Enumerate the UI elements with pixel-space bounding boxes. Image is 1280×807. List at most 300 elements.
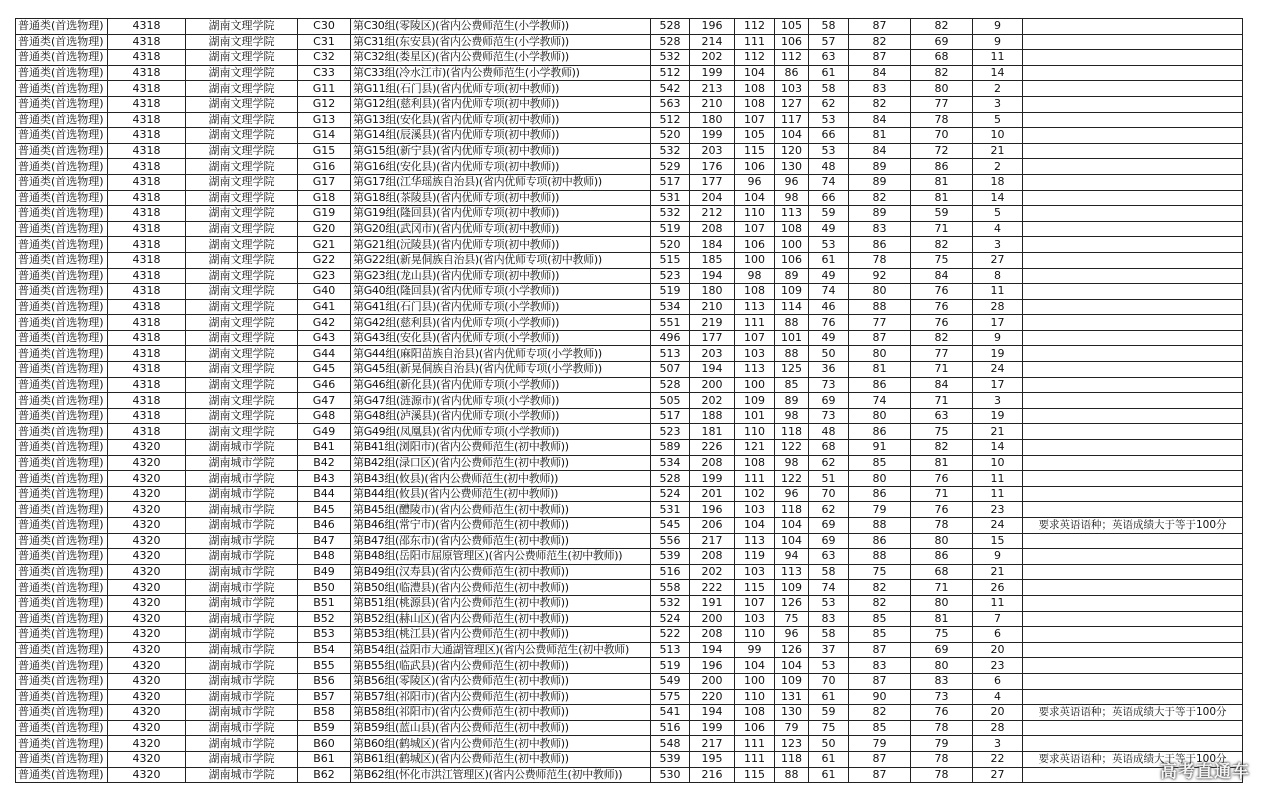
cell-score-d: 89 <box>849 174 911 190</box>
cell-score-a: 113 <box>735 299 775 315</box>
cell-total: 528 <box>651 34 690 50</box>
cell-score-c: 63 <box>809 50 849 66</box>
cell-code: 4318 <box>108 50 186 66</box>
cell-score-e: 71 <box>911 486 973 502</box>
cell-score-e: 81 <box>911 190 973 206</box>
cell-chinese-math: 200 <box>690 611 735 627</box>
cell-code: 4320 <box>108 564 186 580</box>
cell-score-a: 96 <box>735 174 775 190</box>
cell-group-name: 第B50组(临澧县)(省内公费师范生(初中教师)) <box>351 580 651 596</box>
cell-school: 湖南文理学院 <box>186 284 298 300</box>
cell-code: 4318 <box>108 424 186 440</box>
cell-score-e: 78 <box>911 518 973 534</box>
cell-score-c: 61 <box>809 689 849 705</box>
table-row <box>16 518 1243 534</box>
cell-rank: 20 <box>973 705 1023 721</box>
cell-score-c: 69 <box>809 533 849 549</box>
cell-score-e: 76 <box>911 299 973 315</box>
cell-note <box>1023 128 1243 144</box>
cell-category: 普通类(首选物理) <box>16 486 108 502</box>
cell-category: 普通类(首选物理) <box>16 518 108 534</box>
cell-rank: 9 <box>973 34 1023 50</box>
cell-total: 558 <box>651 580 690 596</box>
cell-group-name: 第C32组(娄星区)(省内公费师范生(小学教师)) <box>351 50 651 66</box>
cell-score-b: 118 <box>775 424 809 440</box>
cell-category: 普通类(首选物理) <box>16 424 108 440</box>
cell-code: 4320 <box>108 518 186 534</box>
cell-score-a: 115 <box>735 143 775 159</box>
cell-total: 512 <box>651 65 690 81</box>
cell-chinese-math: 180 <box>690 284 735 300</box>
cell-score-a: 104 <box>735 658 775 674</box>
cell-score-a: 103 <box>735 564 775 580</box>
cell-school: 湖南文理学院 <box>186 159 298 175</box>
cell-score-a: 110 <box>735 689 775 705</box>
cell-rank: 3 <box>973 736 1023 752</box>
cell-chinese-math: 203 <box>690 346 735 362</box>
cell-note <box>1023 564 1243 580</box>
cell-score-e: 76 <box>911 284 973 300</box>
cell-school: 湖南文理学院 <box>186 424 298 440</box>
table-row <box>16 377 1243 393</box>
cell-score-d: 89 <box>849 159 911 175</box>
cell-note <box>1023 736 1243 752</box>
cell-rank: 4 <box>973 221 1023 237</box>
cell-total: 589 <box>651 440 690 456</box>
cell-score-a: 106 <box>735 159 775 175</box>
cell-score-c: 75 <box>809 720 849 736</box>
cell-chinese-math: 191 <box>690 595 735 611</box>
cell-score-c: 76 <box>809 315 849 331</box>
cell-note <box>1023 455 1243 471</box>
cell-group: C33 <box>298 65 351 81</box>
cell-note: 要求英语语种；英语成绩大于等于100分 <box>1023 705 1243 721</box>
cell-group-name: 第B60组(鹤城区)(省内公费师范生(初中教师)) <box>351 736 651 752</box>
cell-chinese-math: 188 <box>690 408 735 424</box>
cell-rank: 9 <box>973 549 1023 565</box>
cell-school: 湖南文理学院 <box>186 19 298 35</box>
cell-chinese-math: 210 <box>690 299 735 315</box>
cell-score-d: 87 <box>849 19 911 35</box>
cell-code: 4320 <box>108 440 186 456</box>
cell-note <box>1023 611 1243 627</box>
cell-total: 516 <box>651 564 690 580</box>
cell-score-e: 78 <box>911 112 973 128</box>
table-row <box>16 533 1243 549</box>
cell-group: G13 <box>298 112 351 128</box>
cell-chinese-math: 180 <box>690 112 735 128</box>
cell-score-a: 106 <box>735 237 775 253</box>
cell-rank: 2 <box>973 81 1023 97</box>
cell-score-b: 88 <box>775 315 809 331</box>
cell-category: 普通类(首选物理) <box>16 751 108 767</box>
cell-chinese-math: 219 <box>690 315 735 331</box>
cell-category: 普通类(首选物理) <box>16 81 108 97</box>
cell-score-e: 73 <box>911 689 973 705</box>
cell-group-name: 第G42组(慈利县)(省内优师专项(小学教师)) <box>351 315 651 331</box>
cell-score-e: 70 <box>911 128 973 144</box>
cell-score-a: 103 <box>735 346 775 362</box>
cell-group-name: 第G15组(新宁县)(省内优师专项(初中教师)) <box>351 143 651 159</box>
cell-score-a: 107 <box>735 330 775 346</box>
cell-rank: 18 <box>973 174 1023 190</box>
cell-score-c: 46 <box>809 299 849 315</box>
cell-score-b: 101 <box>775 330 809 346</box>
cell-note <box>1023 689 1243 705</box>
cell-rank: 26 <box>973 580 1023 596</box>
cell-score-a: 110 <box>735 627 775 643</box>
cell-total: 534 <box>651 299 690 315</box>
cell-rank: 24 <box>973 518 1023 534</box>
cell-score-a: 121 <box>735 440 775 456</box>
cell-score-e: 80 <box>911 658 973 674</box>
cell-score-e: 69 <box>911 642 973 658</box>
cell-score-b: 113 <box>775 206 809 222</box>
cell-group: B58 <box>298 705 351 721</box>
table-row <box>16 96 1243 112</box>
cell-score-b: 96 <box>775 627 809 643</box>
admission-score-table <box>15 18 1243 783</box>
cell-note <box>1023 720 1243 736</box>
cell-score-e: 81 <box>911 455 973 471</box>
cell-score-e: 81 <box>911 611 973 627</box>
cell-category: 普通类(首选物理) <box>16 34 108 50</box>
cell-score-c: 37 <box>809 642 849 658</box>
cell-category: 普通类(首选物理) <box>16 221 108 237</box>
cell-score-c: 50 <box>809 346 849 362</box>
cell-score-e: 76 <box>911 315 973 331</box>
cell-note <box>1023 19 1243 35</box>
cell-score-a: 113 <box>735 362 775 378</box>
cell-score-e: 68 <box>911 564 973 580</box>
cell-note <box>1023 190 1243 206</box>
cell-code: 4318 <box>108 284 186 300</box>
cell-school: 湖南城市学院 <box>186 611 298 627</box>
cell-category: 普通类(首选物理) <box>16 611 108 627</box>
table-row <box>16 330 1243 346</box>
cell-score-e: 69 <box>911 34 973 50</box>
cell-total: 516 <box>651 720 690 736</box>
cell-school: 湖南城市学院 <box>186 705 298 721</box>
cell-code: 4320 <box>108 642 186 658</box>
cell-group: B61 <box>298 751 351 767</box>
cell-chinese-math: 217 <box>690 736 735 752</box>
cell-total: 532 <box>651 595 690 611</box>
cell-score-e: 76 <box>911 705 973 721</box>
cell-group-name: 第B53组(桃江县)(省内公费师范生(初中教师)) <box>351 627 651 643</box>
cell-school: 湖南城市学院 <box>186 658 298 674</box>
cell-score-a: 115 <box>735 580 775 596</box>
cell-category: 普通类(首选物理) <box>16 377 108 393</box>
cell-rank: 23 <box>973 658 1023 674</box>
cell-total: 513 <box>651 642 690 658</box>
cell-score-b: 108 <box>775 221 809 237</box>
cell-school: 湖南文理学院 <box>186 143 298 159</box>
cell-score-d: 87 <box>849 673 911 689</box>
cell-score-c: 61 <box>809 65 849 81</box>
cell-note <box>1023 34 1243 50</box>
cell-category: 普通类(首选物理) <box>16 174 108 190</box>
cell-total: 519 <box>651 221 690 237</box>
cell-group-name: 第G47组(涟源市)(省内优师专项(小学教师)) <box>351 393 651 409</box>
cell-chinese-math: 200 <box>690 673 735 689</box>
cell-note <box>1023 159 1243 175</box>
cell-school: 湖南文理学院 <box>186 65 298 81</box>
cell-school: 湖南城市学院 <box>186 689 298 705</box>
table-row <box>16 268 1243 284</box>
table-row <box>16 564 1243 580</box>
cell-score-d: 87 <box>849 642 911 658</box>
cell-school: 湖南文理学院 <box>186 190 298 206</box>
cell-code: 4318 <box>108 362 186 378</box>
cell-score-b: 118 <box>775 751 809 767</box>
cell-group: C32 <box>298 50 351 66</box>
cell-total: 519 <box>651 658 690 674</box>
cell-score-a: 107 <box>735 595 775 611</box>
cell-total: 520 <box>651 237 690 253</box>
cell-code: 4318 <box>108 143 186 159</box>
cell-code: 4318 <box>108 299 186 315</box>
cell-total: 528 <box>651 377 690 393</box>
cell-code: 4318 <box>108 221 186 237</box>
cell-score-b: 104 <box>775 518 809 534</box>
cell-score-a: 112 <box>735 50 775 66</box>
cell-score-b: 125 <box>775 362 809 378</box>
cell-rank: 3 <box>973 393 1023 409</box>
cell-chinese-math: 196 <box>690 19 735 35</box>
cell-score-a: 104 <box>735 65 775 81</box>
cell-chinese-math: 202 <box>690 393 735 409</box>
cell-total: 548 <box>651 736 690 752</box>
cell-group-name: 第G17组(江华瑶族自治县)(省内优师专项(初中教师)) <box>351 174 651 190</box>
cell-note: 要求英语语种；英语成绩大于等于100分 <box>1023 751 1243 767</box>
cell-score-b: 85 <box>775 377 809 393</box>
cell-chinese-math: 206 <box>690 518 735 534</box>
table-row <box>16 252 1243 268</box>
table-body <box>16 19 1243 783</box>
cell-score-b: 89 <box>775 268 809 284</box>
cell-score-d: 86 <box>849 377 911 393</box>
cell-note <box>1023 549 1243 565</box>
cell-chinese-math: 220 <box>690 689 735 705</box>
cell-group: B46 <box>298 518 351 534</box>
cell-note <box>1023 174 1243 190</box>
cell-school: 湖南文理学院 <box>186 408 298 424</box>
cell-score-e: 86 <box>911 159 973 175</box>
cell-score-b: 103 <box>775 81 809 97</box>
cell-code: 4318 <box>108 330 186 346</box>
cell-rank: 14 <box>973 190 1023 206</box>
cell-score-a: 109 <box>735 393 775 409</box>
cell-group-name: 第B61组(鹤城区)(省内公费师范生(初中教师)) <box>351 751 651 767</box>
cell-group: G11 <box>298 81 351 97</box>
cell-score-e: 78 <box>911 751 973 767</box>
cell-group-name: 第G23组(龙山县)(省内优师专项(初中教师)) <box>351 268 651 284</box>
cell-group: G17 <box>298 174 351 190</box>
cell-category: 普通类(首选物理) <box>16 658 108 674</box>
cell-score-d: 86 <box>849 486 911 502</box>
cell-score-d: 85 <box>849 627 911 643</box>
cell-group-name: 第B49组(汉寿县)(省内公费师范生(初中教师)) <box>351 564 651 580</box>
cell-chinese-math: 212 <box>690 206 735 222</box>
cell-note <box>1023 471 1243 487</box>
cell-rank: 23 <box>973 502 1023 518</box>
cell-school: 湖南文理学院 <box>186 237 298 253</box>
table-row <box>16 408 1243 424</box>
cell-category: 普通类(首选物理) <box>16 408 108 424</box>
table-row <box>16 143 1243 159</box>
cell-code: 4320 <box>108 455 186 471</box>
cell-group-name: 第B46组(常宁市)(省内公费师范生(初中教师)) <box>351 518 651 534</box>
cell-score-d: 75 <box>849 564 911 580</box>
cell-score-b: 86 <box>775 65 809 81</box>
cell-total: 531 <box>651 190 690 206</box>
cell-note <box>1023 96 1243 112</box>
cell-group-name: 第B57组(祁阳市)(省内公费师范生(初中教师)) <box>351 689 651 705</box>
cell-score-b: 112 <box>775 50 809 66</box>
table-row <box>16 362 1243 378</box>
cell-category: 普通类(首选物理) <box>16 237 108 253</box>
cell-code: 4318 <box>108 268 186 284</box>
cell-score-d: 83 <box>849 658 911 674</box>
cell-school: 湖南文理学院 <box>186 112 298 128</box>
cell-score-a: 108 <box>735 284 775 300</box>
cell-group: G20 <box>298 221 351 237</box>
table-row <box>16 346 1243 362</box>
cell-score-a: 119 <box>735 549 775 565</box>
cell-group: G41 <box>298 299 351 315</box>
cell-score-d: 80 <box>849 284 911 300</box>
cell-score-a: 111 <box>735 751 775 767</box>
cell-category: 普通类(首选物理) <box>16 455 108 471</box>
cell-category: 普通类(首选物理) <box>16 673 108 689</box>
cell-rank: 4 <box>973 689 1023 705</box>
cell-code: 4318 <box>108 408 186 424</box>
cell-score-e: 82 <box>911 440 973 456</box>
cell-code: 4318 <box>108 34 186 50</box>
cell-code: 4320 <box>108 627 186 643</box>
cell-score-e: 75 <box>911 627 973 643</box>
cell-school: 湖南城市学院 <box>186 736 298 752</box>
cell-score-e: 84 <box>911 268 973 284</box>
cell-group-name: 第G41组(石门县)(省内优师专项(小学教师)) <box>351 299 651 315</box>
cell-group: B59 <box>298 720 351 736</box>
cell-rank: 27 <box>973 767 1023 783</box>
cell-score-e: 77 <box>911 96 973 112</box>
cell-score-d: 84 <box>849 112 911 128</box>
cell-score-c: 70 <box>809 673 849 689</box>
cell-score-c: 59 <box>809 206 849 222</box>
table-row <box>16 159 1243 175</box>
cell-score-c: 83 <box>809 611 849 627</box>
cell-group: B57 <box>298 689 351 705</box>
cell-group-name: 第B55组(临武县)(省内公费师范生(初中教师)) <box>351 658 651 674</box>
cell-score-e: 78 <box>911 720 973 736</box>
cell-score-d: 83 <box>849 221 911 237</box>
cell-score-e: 77 <box>911 346 973 362</box>
cell-chinese-math: 199 <box>690 720 735 736</box>
cell-school: 湖南城市学院 <box>186 642 298 658</box>
cell-category: 普通类(首选物理) <box>16 346 108 362</box>
cell-code: 4320 <box>108 549 186 565</box>
table-row <box>16 128 1243 144</box>
cell-score-c: 66 <box>809 190 849 206</box>
cell-rank: 11 <box>973 284 1023 300</box>
cell-score-d: 74 <box>849 393 911 409</box>
cell-rank: 17 <box>973 315 1023 331</box>
cell-rank: 3 <box>973 237 1023 253</box>
cell-note <box>1023 377 1243 393</box>
cell-rank: 3 <box>973 96 1023 112</box>
cell-note <box>1023 81 1243 97</box>
cell-group-name: 第G13组(安化县)(省内优师专项(初中教师)) <box>351 112 651 128</box>
cell-rank: 9 <box>973 330 1023 346</box>
cell-score-d: 83 <box>849 81 911 97</box>
cell-score-a: 107 <box>735 221 775 237</box>
cell-school: 湖南城市学院 <box>186 533 298 549</box>
cell-score-e: 84 <box>911 377 973 393</box>
cell-rank: 27 <box>973 252 1023 268</box>
table-row <box>16 658 1243 674</box>
cell-group-name: 第G20组(武冈市)(省内优师专项(初中教师)) <box>351 221 651 237</box>
cell-score-c: 61 <box>809 767 849 783</box>
cell-code: 4320 <box>108 736 186 752</box>
cell-score-e: 78 <box>911 767 973 783</box>
cell-score-d: 85 <box>849 455 911 471</box>
cell-score-c: 74 <box>809 284 849 300</box>
cell-note <box>1023 284 1243 300</box>
cell-score-c: 53 <box>809 595 849 611</box>
cell-chinese-math: 185 <box>690 252 735 268</box>
cell-score-a: 103 <box>735 611 775 627</box>
table-row <box>16 767 1243 783</box>
cell-chinese-math: 196 <box>690 658 735 674</box>
cell-rank: 11 <box>973 486 1023 502</box>
cell-group-name: 第B47组(邵东市)(省内公费师范生(初中教师)) <box>351 533 651 549</box>
cell-group-name: 第G48组(泸溪县)(省内优师专项(小学教师)) <box>351 408 651 424</box>
table-row <box>16 627 1243 643</box>
cell-note <box>1023 50 1243 66</box>
cell-chinese-math: 199 <box>690 471 735 487</box>
cell-note <box>1023 533 1243 549</box>
cell-score-e: 82 <box>911 65 973 81</box>
cell-school: 湖南文理学院 <box>186 221 298 237</box>
cell-group-name: 第C30组(零陵区)(省内公费师范生(小学教师)) <box>351 19 651 35</box>
table-row <box>16 284 1243 300</box>
table-row <box>16 299 1243 315</box>
cell-score-d: 88 <box>849 299 911 315</box>
cell-total: 539 <box>651 549 690 565</box>
cell-group: G47 <box>298 393 351 409</box>
cell-code: 4318 <box>108 81 186 97</box>
cell-note <box>1023 642 1243 658</box>
cell-category: 普通类(首选物理) <box>16 471 108 487</box>
table-row <box>16 237 1243 253</box>
cell-score-d: 80 <box>849 346 911 362</box>
cell-score-c: 58 <box>809 627 849 643</box>
cell-score-c: 36 <box>809 362 849 378</box>
cell-chinese-math: 226 <box>690 440 735 456</box>
cell-school: 湖南文理学院 <box>186 315 298 331</box>
cell-note <box>1023 237 1243 253</box>
cell-rank: 21 <box>973 424 1023 440</box>
cell-note <box>1023 673 1243 689</box>
cell-score-e: 63 <box>911 408 973 424</box>
cell-code: 4318 <box>108 96 186 112</box>
cell-rank: 10 <box>973 455 1023 471</box>
cell-score-c: 66 <box>809 128 849 144</box>
cell-group-name: 第C31组(东安县)(省内公费师范生(小学教师)) <box>351 34 651 50</box>
